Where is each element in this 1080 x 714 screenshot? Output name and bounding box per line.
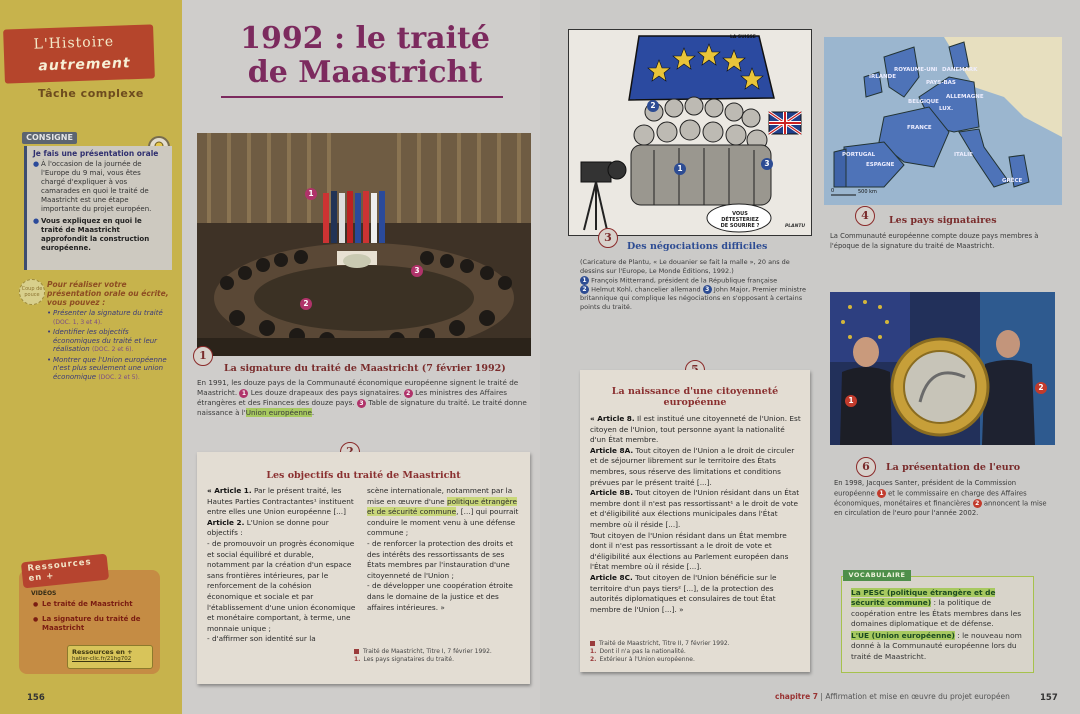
doc4-number: 4 [855, 206, 875, 226]
doc2-source-line [354, 648, 524, 656]
realiser-item-text: Montrer que l'Union européenne n'est plus seulement une union économique [53, 355, 167, 381]
brand-ribbon [3, 24, 155, 83]
signature-photo [197, 133, 531, 356]
source-square [354, 649, 359, 654]
art8b-label: Article 8B. [590, 488, 633, 498]
doc1-caption-num: 1 [239, 389, 248, 398]
cartoon-flag-text: LA SUISSE [730, 35, 756, 40]
art2-b: - d'affirmer son identité sur la [207, 634, 316, 644]
photo6-marker-2: 2 [1035, 382, 1047, 394]
art2-text: L'Union se donne pour objectifs : [207, 517, 329, 538]
realiser-item [47, 328, 172, 355]
doc1-label3: Table de signature du traité. [368, 398, 470, 407]
doc6-text-b: et le commissaire en charge des Affaires économiques, monétaires et financières [834, 489, 1027, 507]
doc6-text-c: annoncent la mise en circulation de l'euro pour l'année 2002. [834, 499, 1047, 517]
doc1-title: La signature du traité de Maastricht (7 février 1992) [224, 363, 506, 374]
doc2-col1 [207, 486, 357, 645]
map-label: LUX. [939, 106, 954, 112]
doc5-fn1-num: 1. [590, 648, 597, 655]
realiser-item [47, 356, 172, 383]
map-label: ALLEMAGNE [946, 94, 984, 100]
footer-separator: | [820, 692, 823, 701]
doc3-n1: François Mitterrand, président de la République française [591, 276, 778, 285]
map-label: IRLANDE [869, 74, 896, 80]
coup-de-pouce-badge: Coup de pouce [19, 279, 45, 305]
art8c-label: Article 8C. [590, 572, 633, 582]
cartoon-signature: PLANTU [785, 224, 806, 229]
doc2-footnote: Les pays signataires du traité. [363, 656, 454, 663]
doc2-box [197, 452, 530, 684]
cartoon-marker-3: 3 [761, 158, 773, 170]
doc1-highlight: Union européenne [245, 408, 312, 417]
plantu-cartoon [568, 29, 812, 236]
map-label: GRÈCE [1002, 178, 1023, 184]
cartoon-marker-2: 2 [647, 100, 659, 112]
realiser-item-text: Identifier les objectifs économiques du traité et leur réalisation [53, 328, 158, 353]
doc5-source: Traité de Maastricht, Titre II, 7 février 1992. [599, 640, 730, 647]
doc5-fn2-line [590, 656, 800, 664]
marker-2: 2 [300, 298, 312, 310]
vocab-def: : le nouveau nom donné à la Communauté européenne lors du traité de Maastricht. [851, 631, 1022, 661]
page-number-left: 156 [27, 693, 45, 703]
euro-scene-illustration [830, 292, 1055, 445]
doc3-number: 3 [598, 228, 618, 248]
task-label: Tâche complexe [38, 87, 144, 100]
col2-highlight: politique étrangère et de sécurité commune [367, 496, 517, 517]
cartoon-speech-bubble: VOUS DÉTESTERIEZ DE SOURIRE ? [720, 211, 760, 229]
doc5-source-line [590, 640, 800, 648]
title-rule [221, 96, 503, 98]
signature-scene-illustration [197, 133, 531, 356]
consigne-tag: CONSIGNE [22, 132, 77, 144]
vocab-def: : la politique de coopération entre les États membres dans les domaines diplomatique et de défense. [851, 598, 1022, 628]
brand-line2: autrement [38, 55, 131, 75]
col2-d: - de développer une coopération étroite dans le domaine de la justice et des affaires intérieures. » [367, 581, 513, 612]
art8a-label: Article 8A. [590, 445, 634, 455]
doc3-caption [580, 258, 812, 312]
title-line1: 1992 : le traité [240, 21, 490, 56]
doc6-caption-num: 2 [973, 499, 982, 508]
euro-presentation-photo [830, 292, 1055, 445]
video-link-traite[interactable]: ● Le traité de Maastricht [33, 600, 153, 609]
doc3-caption-num: 3 [703, 285, 712, 294]
video-link-signature[interactable]: ● La signature du traité de Maastricht [33, 615, 153, 633]
col2-c: - de renforcer la protection des droits et des intérêts des ressortissants de ses États membres par l'instauration d'une citoyenneté de l'Union ; [367, 538, 513, 580]
doc3-line2 [580, 285, 812, 312]
col2-pre: scène internationale, notamment par la mise en œuvre d'une [367, 486, 513, 506]
doc1-text-a: En 1991, les douze pays de la Communauté économique européenne signent le traité de Maastricht. [197, 378, 519, 397]
ressources-link-box[interactable] [67, 645, 153, 669]
map-label: ITALIE [954, 152, 973, 158]
footer-chapter-title: Affirmation et mise en œuvre du projet européen [825, 692, 1010, 701]
doc6-number: 6 [856, 457, 876, 477]
consigne-head: Je fais une présentation orale [33, 149, 159, 158]
art8b-text: Tout citoyen de l'Union résidant dans un État membre dont il n'est pas ressortissant¹ a le droit de vote et d'éligibilité aux élections municipales dans l'État membre où il réside [...]. [590, 488, 800, 529]
source-square [590, 641, 595, 646]
art8-text: Il est institué une citoyenneté de l'Union. Est citoyen de l'Union, tout personne ayant la nationalité d'un État membre. [590, 414, 801, 445]
doc2-footnotes [354, 648, 524, 664]
doc5-fn2: Extérieur à l'Union européenne. [599, 656, 695, 663]
doc5-fn1-line [590, 648, 800, 656]
realiser-item-docs: (DOC. 1, 3 et 4). [53, 318, 103, 326]
doc1-label1: Les douze drapeaux des pays signataires. [250, 388, 402, 397]
map-label: PORTUGAL [842, 152, 876, 158]
map-label: PAYS-BAS [926, 80, 956, 86]
doc3-title: Des négociations difficiles [627, 241, 768, 252]
consigne-item: ● À l'occasion de la journée de l'Europe du 9 mai, vous êtes chargé d'expliquer à vos camarades en quoi le traité de Maastricht est une étape importante du projet européen. [33, 160, 166, 214]
doc1-text-b: Le traité donne naissance à l' [197, 398, 527, 417]
art8b-text2: Tout citoyen de l'Union résidant dans un État membre dont il n'est pas ressortissant a le droit de vote et d'éligibilité aux élections au Parlement européen dans l'État membre où il réside [...]. [590, 530, 789, 572]
ressources-link-label: Ressources en + [72, 648, 133, 656]
doc3-n3: John Major, Premier ministre britannique qui complique les négociations en s'opposant à certains points du traité. [580, 285, 806, 311]
map-scale: 500 km [858, 189, 877, 195]
consigne-box [24, 146, 172, 270]
vocabulary-tag: VOCABULAIRE [843, 570, 911, 581]
doc3-caption-num: 1 [580, 276, 589, 285]
doc2-footnote-num: 1. [354, 656, 361, 663]
doc4-title: Les pays signataires [889, 215, 997, 226]
doc3-n2: Helmut Kohl, chancelier allemand [591, 285, 701, 294]
realiser-item-docs: (DOC. 2 et 5). [98, 373, 140, 381]
doc2-footnote-line [354, 656, 524, 664]
art1-label: « Article 1. [207, 486, 252, 495]
map-label: FRANCE [907, 125, 932, 131]
art8a-text: Tout citoyen de l'Union a le droit de circuler et de séjourner librement sur le territoire des États membres, sous réserve des limitations et conditions prévues par le présent traité [...]. [590, 445, 795, 487]
realiser-item-text: Présenter la signature du traité [53, 309, 163, 317]
doc2-title: Les objectifs du traité de Maastricht [266, 470, 461, 481]
art8-label: « Article 8. [590, 414, 635, 423]
doc1-label2: Les ministres des Affaires étrangères et des Finances des douze pays. [197, 388, 508, 407]
map-scale-zero: 0 [831, 188, 835, 194]
vocabulary-box [841, 576, 1034, 673]
cartoon-drawing [569, 30, 812, 236]
marker-3: 3 [411, 265, 423, 277]
realiser-item [47, 309, 172, 327]
realiser-item-docs: (DOC. 2 et 6). [91, 346, 134, 353]
consigne-item [33, 217, 166, 253]
realiser-intro: Pour réaliser votre présentation orale ou écrite, vous pouvez : [47, 280, 169, 307]
art2-label: Article 2. [207, 517, 245, 527]
doc1-caption-num: 2 [404, 389, 413, 398]
footer-chapter: chapitre 7 [775, 692, 818, 701]
map-label: BELGIQUE [908, 99, 939, 105]
art1-text: Par le présent traité, les Hautes Parties Contractantes¹ instituent entre elles une Union européenne [...] [207, 486, 354, 517]
doc6-text-a: En 1998, Jacques Santer, président de la Commission européenne [834, 479, 1017, 497]
doc2-col2 [367, 486, 523, 613]
doc5-fn2-num: 2. [590, 656, 597, 663]
marker-1: 1 [305, 188, 317, 200]
doc3-caption-num: 2 [580, 285, 589, 294]
title-line2: de Maastricht [247, 55, 483, 90]
map-label: ESPAGNE [866, 162, 895, 168]
doc3-line1 [580, 276, 812, 285]
vocab-term: La PESC (politique étrangère et de sécurité commune) [851, 588, 996, 608]
art2-a: - de promouvoir un progrès économique et social équilibré et durable, notamment par la création d'un espace sans frontières intérieures, par le renforcement de la cohésion économique et sociale et par l'établissement d'une union économique et monétaire comportant, à terme, une monnaie unique ; [207, 538, 356, 633]
map-label: ROYAUME-UNI [894, 67, 938, 73]
map-shapes [824, 37, 1062, 205]
doc5-text [590, 414, 802, 615]
vocab-term: L'UE (Union européenne) [851, 631, 955, 640]
doc4-caption: La Communauté européenne compte douze pays membres à l'époque de la signature du traité de Maastricht. [830, 232, 1039, 250]
map-label: DANEMARK [942, 67, 978, 73]
col2-post: , [...] qui pourrait conduire le moment venu à une défense commune ; [367, 507, 519, 538]
europe-map [824, 37, 1062, 205]
videos-label: VIDÉOS [31, 590, 57, 597]
doc6-caption-num: 1 [877, 489, 886, 498]
realiser-list [47, 280, 172, 383]
doc1-number: 1 [193, 346, 213, 366]
brand-line1: L'Histoire [33, 33, 115, 53]
doc6-title: La présentation de l'euro [886, 462, 1021, 473]
vocab-item-pesc [851, 588, 1029, 629]
doc1-caption-num: 3 [357, 399, 366, 408]
doc5-footnotes [590, 640, 800, 664]
ressources-tag: Ressources en + [21, 554, 109, 589]
page-number-right: 157 [1040, 693, 1058, 703]
cartoon-marker-1: 1 [674, 163, 686, 175]
doc6-caption [834, 479, 1056, 518]
doc2-source: Traité de Maastricht, Titre I, 7 février 1992. [363, 648, 492, 655]
doc5-title: La naissance d'une citoyenneté européenne [611, 386, 779, 408]
doc5-box [580, 370, 810, 672]
photo6-marker-1: 1 [845, 395, 857, 407]
doc5-fn1: Dont il n'a pas la nationalité. [599, 648, 686, 655]
doc1-caption: En 1991, les douze pays de la Communauté économique européenne signent le traité de Maastricht. 1 Les douze drapeaux des pays signataires. 2 Les ministres des Affaires étrangères et des Finances des douze pays. 3 Table de signature du traité. Le traité donne naissance à l'Union européenne. [197, 378, 527, 417]
chapter-footer [775, 692, 1010, 701]
art8c-text: Tout citoyen de l'Union bénéficie sur le territoire d'un pays tiers² [...], de la protection des autorités diplomatiques et consulaires de tout État membre de l'Union [...]. » [590, 572, 777, 614]
consigne-item-text: Vous expliquez en quoi le traité de Maastricht approfondit la construction européenne. [41, 217, 150, 252]
vocab-item-ue [851, 631, 1029, 662]
page-title [210, 22, 520, 90]
doc3-source: (Caricature de Plantu, « Le douanier se fait la malle », 20 ans de dessins sur l'Europe, Le Monde Éditions, 1992.) [580, 258, 790, 275]
ressources-link-url[interactable]: hatier-clic.fr/21hg702 [72, 656, 132, 662]
